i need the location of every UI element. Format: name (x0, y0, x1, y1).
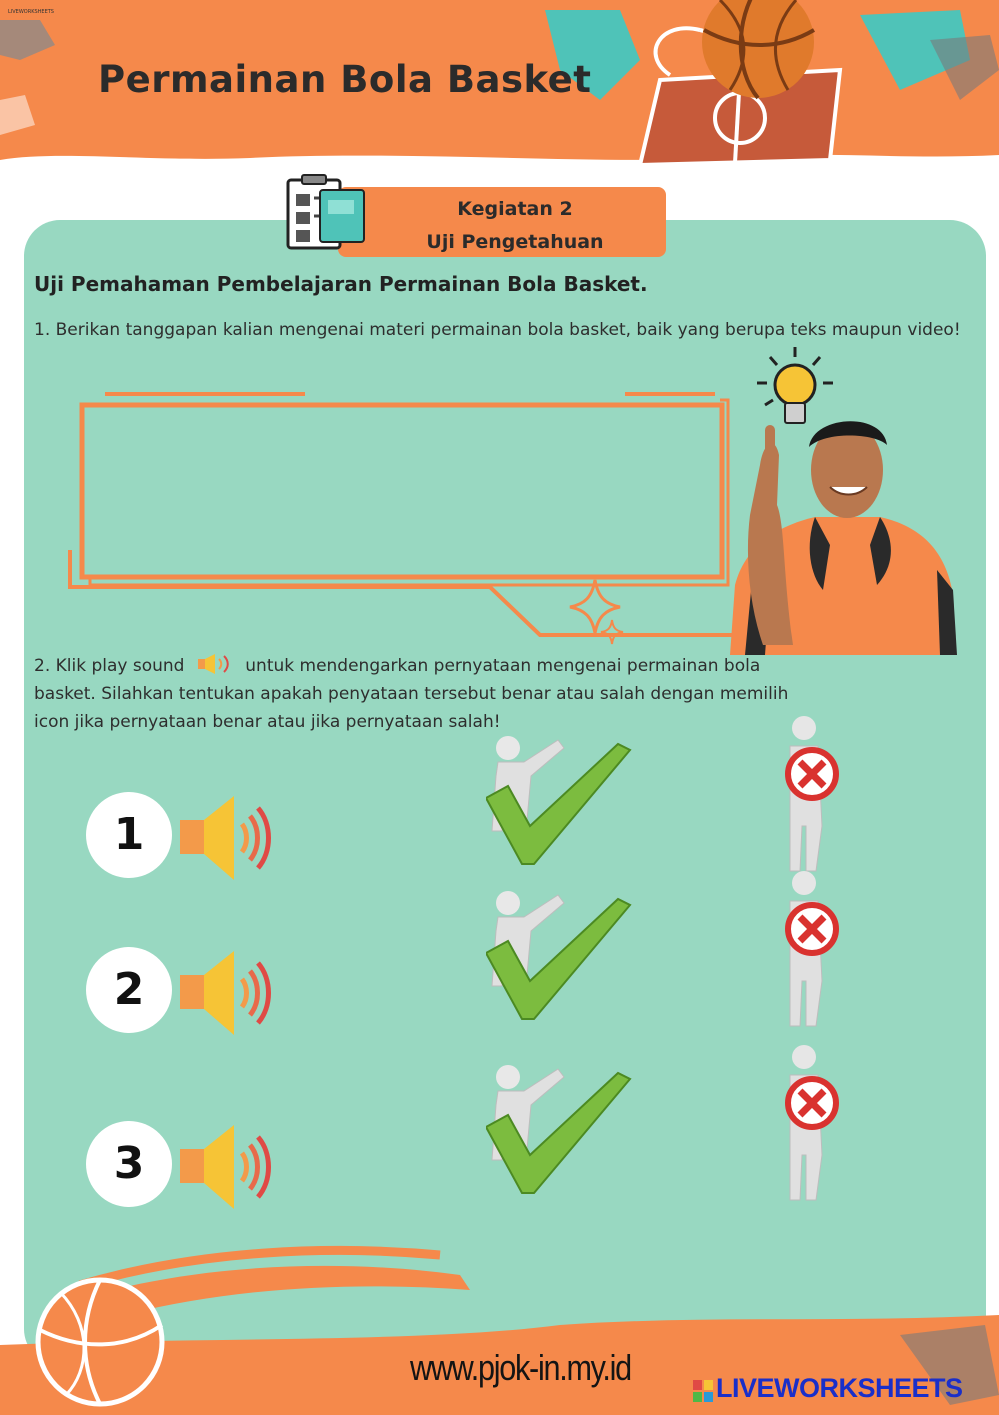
statement-row-2 (86, 943, 846, 1043)
question-2-part2: untuk mendengarkan pernyataan mengenai permainan bola basket. Silahkan tentukan apakah penyataan tersebut benar atau salah dengan memilih icon jika pernyataan benar atau jika pernyataan salah! (34, 656, 789, 732)
question-2-text (34, 652, 824, 736)
liveworksheets-logo-icon (693, 1380, 713, 1402)
cross-figure-icon[interactable] (776, 1045, 858, 1205)
page-title: Permainan Bola Basket (98, 58, 592, 101)
section-heading: Uji Pemahaman Pembelajaran Permainan Bola Basket. (34, 272, 648, 296)
play-sound-button[interactable] (178, 788, 274, 884)
clipboard-icon (284, 174, 374, 254)
basketball-icon (690, 0, 830, 110)
basketball-icon (30, 1270, 170, 1410)
teacher-image (705, 405, 960, 655)
question-1-text: 1. Berikan tanggapan kalian mengenai materi permainan bola basket, baik yang berupa teks maupun video! (34, 320, 961, 340)
play-sound-button[interactable] (178, 1117, 274, 1213)
play-sound-button[interactable] (178, 943, 274, 1039)
brand-tag: LIVEWORKSHEETS (8, 9, 54, 15)
checkmark-figure-icon[interactable] (486, 736, 636, 866)
cross-figure-icon[interactable] (776, 871, 858, 1031)
liveworksheets-brand[interactable]: LIVEWORKSHEETS (716, 1373, 963, 1403)
checkmark-figure-icon[interactable] (486, 891, 636, 1021)
statement-number: 1 (86, 792, 172, 878)
activity-label (400, 193, 630, 259)
statement-number: 2 (86, 947, 172, 1033)
activity-line2: Uji Pengetahuan (426, 231, 604, 253)
speaker-icon (196, 653, 234, 675)
activity-line1: Kegiatan 2 (457, 198, 573, 220)
answer-1-input[interactable] (84, 410, 712, 575)
website-url[interactable]: www.pjok-in.my.id (410, 1347, 631, 1388)
checkmark-figure-icon[interactable] (486, 1065, 636, 1195)
question-2-part1: 2. Klik play sound (34, 656, 185, 676)
cross-figure-icon[interactable] (776, 716, 858, 876)
statement-number: 3 (86, 1121, 172, 1207)
statement-row-1 (86, 788, 846, 888)
statement-row-3 (86, 1117, 846, 1217)
